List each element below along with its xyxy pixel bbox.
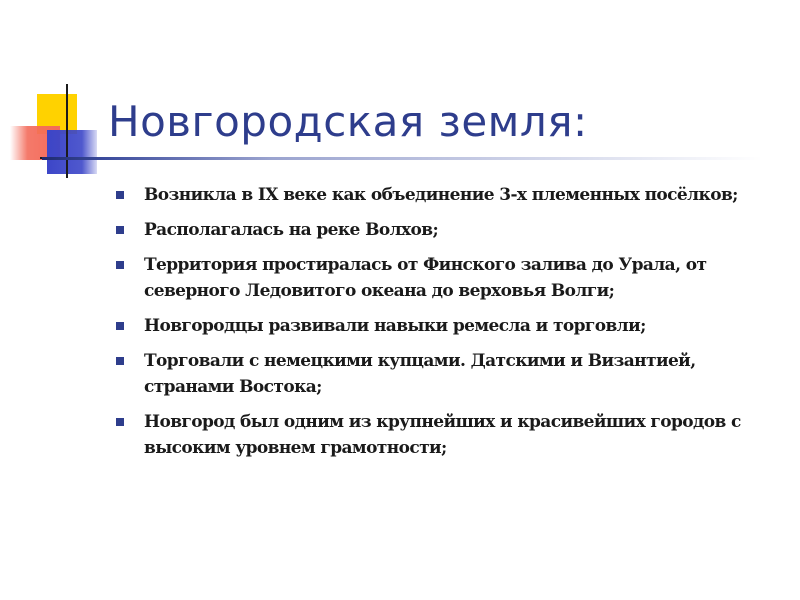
bullet-item [108,217,788,243]
square-bullet-icon [116,322,124,330]
bullet-item [108,348,788,400]
bullet-text: Территория простиралась от Финского залива до Урала, от северного Ледовитого океана до верховья Волги; [144,255,707,301]
bullet-item [108,409,788,461]
slide-title: Новгородская земля: [108,97,588,146]
square-bullet-icon [116,226,124,234]
bullet-text: Новгород был одним из крупнейших и красивейших городов с высоким уровнем грамотности; [144,412,741,458]
bullet-text: Торговали с немецкими купцами. Датскими и Византией, странами Востока; [144,351,696,397]
bullet-text: Возникла в IX веке как объединение 3-х племенных посёлков; [144,185,738,205]
bullet-item [108,313,788,339]
square-bullet-icon [116,418,124,426]
bullet-text: Располагалась на реке Волхов; [144,220,439,240]
bullet-text: Новгородцы развивали навыки ремесла и торговли; [144,316,646,336]
square-bullet-icon [116,357,124,365]
square-bullet-icon [116,191,124,199]
title-divider [42,157,800,160]
bullet-item [108,182,788,208]
bullet-item [108,252,788,304]
bullet-list [108,182,788,470]
colored-squares-decoration-icon [0,80,110,190]
square-bullet-icon [116,261,124,269]
